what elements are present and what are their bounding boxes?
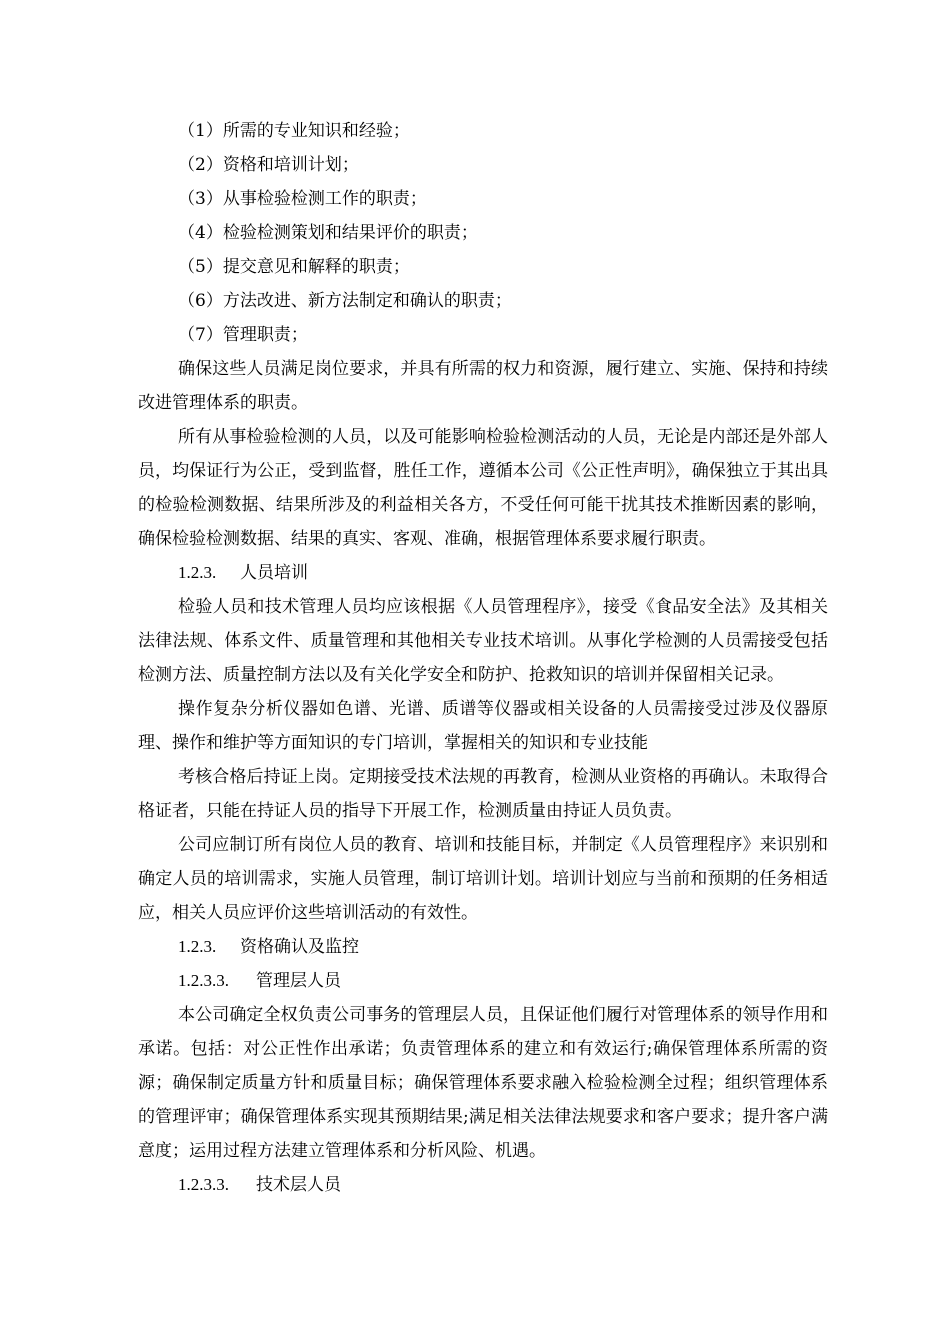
section-heading-training <box>138 556 828 590</box>
section-number: 1.2.3.3. <box>178 971 229 990</box>
section-title: 人员培训 <box>240 563 308 583</box>
paragraph-instrument-training: 操作复杂分析仪器如色谱、光谱、质谱等仪器或相关设备的人员需接受过涉及仪器原理、操作和维护等方面知识的专门培训，掌握相关的知识和专业技能 <box>138 699 828 753</box>
list-item: （4）检验检测策划和结果评价的职责； <box>178 223 478 243</box>
document-body <box>138 114 828 1202</box>
section-number: 1.2.3.3. <box>178 1175 229 1194</box>
list-item: （5）提交意见和解释的职责； <box>178 257 410 277</box>
list-item: （2）资格和培训计划； <box>178 155 359 175</box>
section-number: 1.2.3. <box>178 563 217 582</box>
section-title: 技术层人员 <box>256 1175 341 1195</box>
list-item: （1）所需的专业知识和经验； <box>178 121 410 141</box>
section-heading-technical <box>138 1168 828 1202</box>
paragraph-management-duties: 本公司确定全权负责公司事务的管理层人员，且保证他们履行对管理体系的领导作用和承诺。包括：对公正性作出承诺；负责管理体系的建立和有效运行;确保管理体系所需的资源；确保制定质量方针和质量目标；确保管理体系要求融入检验检测全过程；组织管理体系的管理评审；确保管理体系实现其预期结果;满足相关法律法规要求和客户要求；提升客户满意度；运用过程方法建立管理体系和分析风险、机遇。 <box>138 1005 828 1161</box>
paragraph-impartiality: 所有从事检验检测的人员，以及可能影响检验检测活动的人员，无论是内部还是外部人员，均保证行为公正，受到监督，胜任工作，遵循本公司《公正性声明》，确保独立于其出具的检验检测数据、结果所涉及的利益相关各方，不受任何可能干扰其技术推断因素的影响，确保检验检测数据、结果的真实、客观、准确，根据管理体系要求履行职责。 <box>138 427 828 549</box>
section-title: 资格确认及监控 <box>240 937 359 957</box>
paragraph-training-requirements: 检验人员和技术管理人员均应该根据《人员管理程序》，接受《食品安全法》及其相关法律法规、体系文件、质量管理和其他相关专业技术培训。从事化学检测的人员需接受包括检测方法、质量控制方法以及有关化学安全和防护、抢救知识的培训并保留相关记录。 <box>138 597 828 685</box>
paragraph-certification: 考核合格后持证上岗。定期接受技术法规的再教育，检测从业资格的再确认。未取得合格证者，只能在持证人员的指导下开展工作，检测质量由持证人员负责。 <box>138 767 828 821</box>
list-item: （6）方法改进、新方法制定和确认的职责； <box>178 291 512 311</box>
section-heading-qualification <box>138 930 828 964</box>
paragraph-training-goals: 公司应制订所有岗位人员的教育、培训和技能目标，并制定《人员管理程序》来识别和确定人员的培训需求，实施人员管理，制订培训计划。培训计划应与当前和预期的任务相适应，相关人员应评价这些培训活动的有效性。 <box>138 835 828 923</box>
paragraph-authority: 确保这些人员满足岗位要求，并具有所需的权力和资源，履行建立、实施、保持和持续改进管理体系的职责。 <box>138 359 828 413</box>
list-item: （7）管理职责； <box>178 325 308 345</box>
section-title: 管理层人员 <box>256 971 341 991</box>
section-number: 1.2.3. <box>178 937 217 956</box>
section-heading-management <box>138 964 828 998</box>
list-item: （3）从事检验检测工作的职责； <box>178 189 427 209</box>
